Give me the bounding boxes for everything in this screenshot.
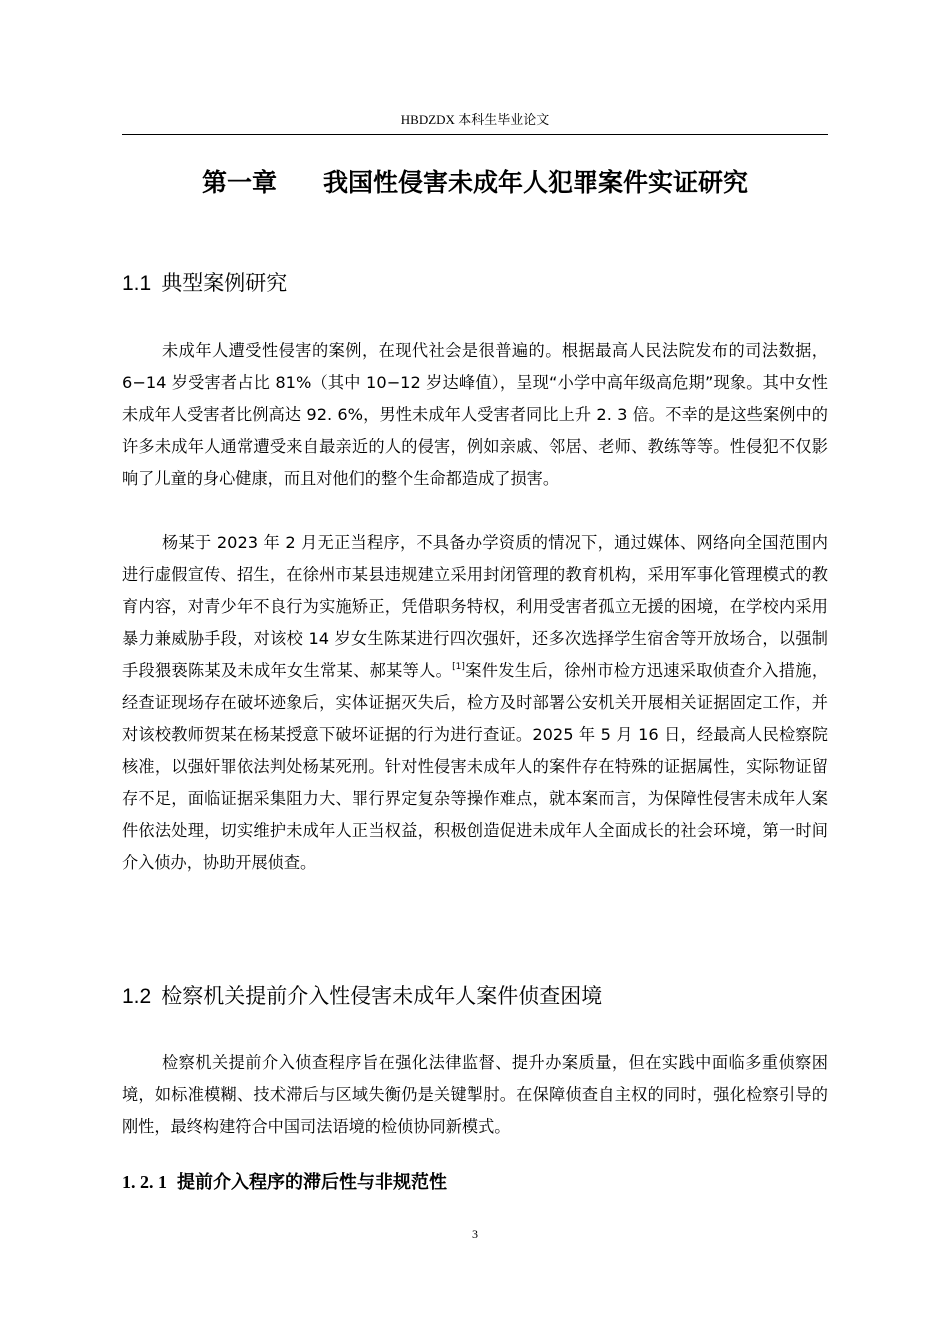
- chapter-title-text: 我国性侵害未成年人犯罪案件实证研究: [323, 168, 749, 197]
- paragraph-case: [122, 527, 828, 879]
- subsection-number: 1. 2. 1: [122, 1172, 167, 1192]
- paragraph-investigation: 检察机关提前介入侦查程序旨在强化法律监督、提升办案质量，但在实践中面临多重侦察困境，如标准模糊、技术滞后与区域失衡仍是关键掣肘。在保障侦查自主权的同时，强化检察引导的刚性，最终构建符合中国司法语境的检侦协同新模式。: [122, 1053, 828, 1136]
- section-title: 典型案例研究: [161, 271, 288, 295]
- chapter-title: [122, 168, 828, 198]
- section-number: 1.2: [122, 985, 152, 1008]
- section-number: 1.1: [122, 272, 152, 295]
- page-header: [122, 100, 828, 135]
- subsection-title: 提前介入程序的滞后性与非规范性: [177, 1172, 447, 1193]
- citation-reference: [1]: [452, 662, 465, 672]
- page-number: 3: [472, 1227, 478, 1241]
- section-title: 检察机关提前介入性侵害未成年人案件侦查困境: [161, 984, 603, 1008]
- section-heading-1-2: [122, 983, 602, 1010]
- paragraph-case-part2: 案件发生后，徐州市检方迅速采取侦查介入措施，经查证现场存在破坏迹象后，实体证据灭失后，检方及时部署公安机关开展相关证据固定工作，并对该校教师贺某在杨某授意下破坏证据的行为进行查证。2025 年 5 月 16 日，经最高人民检察院核准，以强奸罪依法判处杨某死刑。针对性侵害未成年人的案件存在特殊的证据属性，实际物证留存不足，面临证据采集阻力大、罪行界定复杂等操作难点，就本案而言，为保障性侵害未成年人案件依法处理，切实维护未成年人正当权益，积极创造促进未成年人全面成长的社会环境，第一时间介入侦办，协助开展侦查。: [122, 661, 829, 872]
- section-heading-1-1: [122, 270, 287, 297]
- running-title: HBDZDX 本科生毕业论文: [400, 112, 550, 127]
- paragraph-statistics: 未成年人遭受性侵害的案例，在现代社会是很普遍的。根据最高人民法院发布的司法数据，6−14 岁受害者占比 81%（其中 10−12 岁达峰值），呈现“小学中高年级高危期”现象。其中女性未成年人受害者比例高达 92. 6%，男性未成年人受害者同比上升 2. 3 倍。不幸的是这些案例中的许多未成年人通常遭受来自最亲近的人的侵害，例如亲戚、邻居、老师、教练等等。性侵犯不仅影响了儿童的身心健康，而且对他们的整个生命都造成了损害。: [122, 341, 828, 488]
- paragraph-case-part1: 杨某于 2023 年 2 月无正当程序，不具备办学资质的情况下，通过媒体、网络向全国范围内进行虚假宣传、招生，在徐州市某县违规建立采用封闭管理的教育机构，采用军事化管理模式的教育内容，对青少年不良行为实施矫正，凭借职务特权，利用受害者孤立无援的困境，在学校内采用暴力兼威胁手段，对该校 14 岁女生陈某进行四次强奸，还多次选择学生宿舍等开放场合，以强制手段猥亵陈某及未成年女生常某、郝某等人。: [122, 533, 828, 680]
- chapter-label: 第一章: [201, 168, 277, 197]
- subsection-heading-1-2-1: [122, 1170, 447, 1195]
